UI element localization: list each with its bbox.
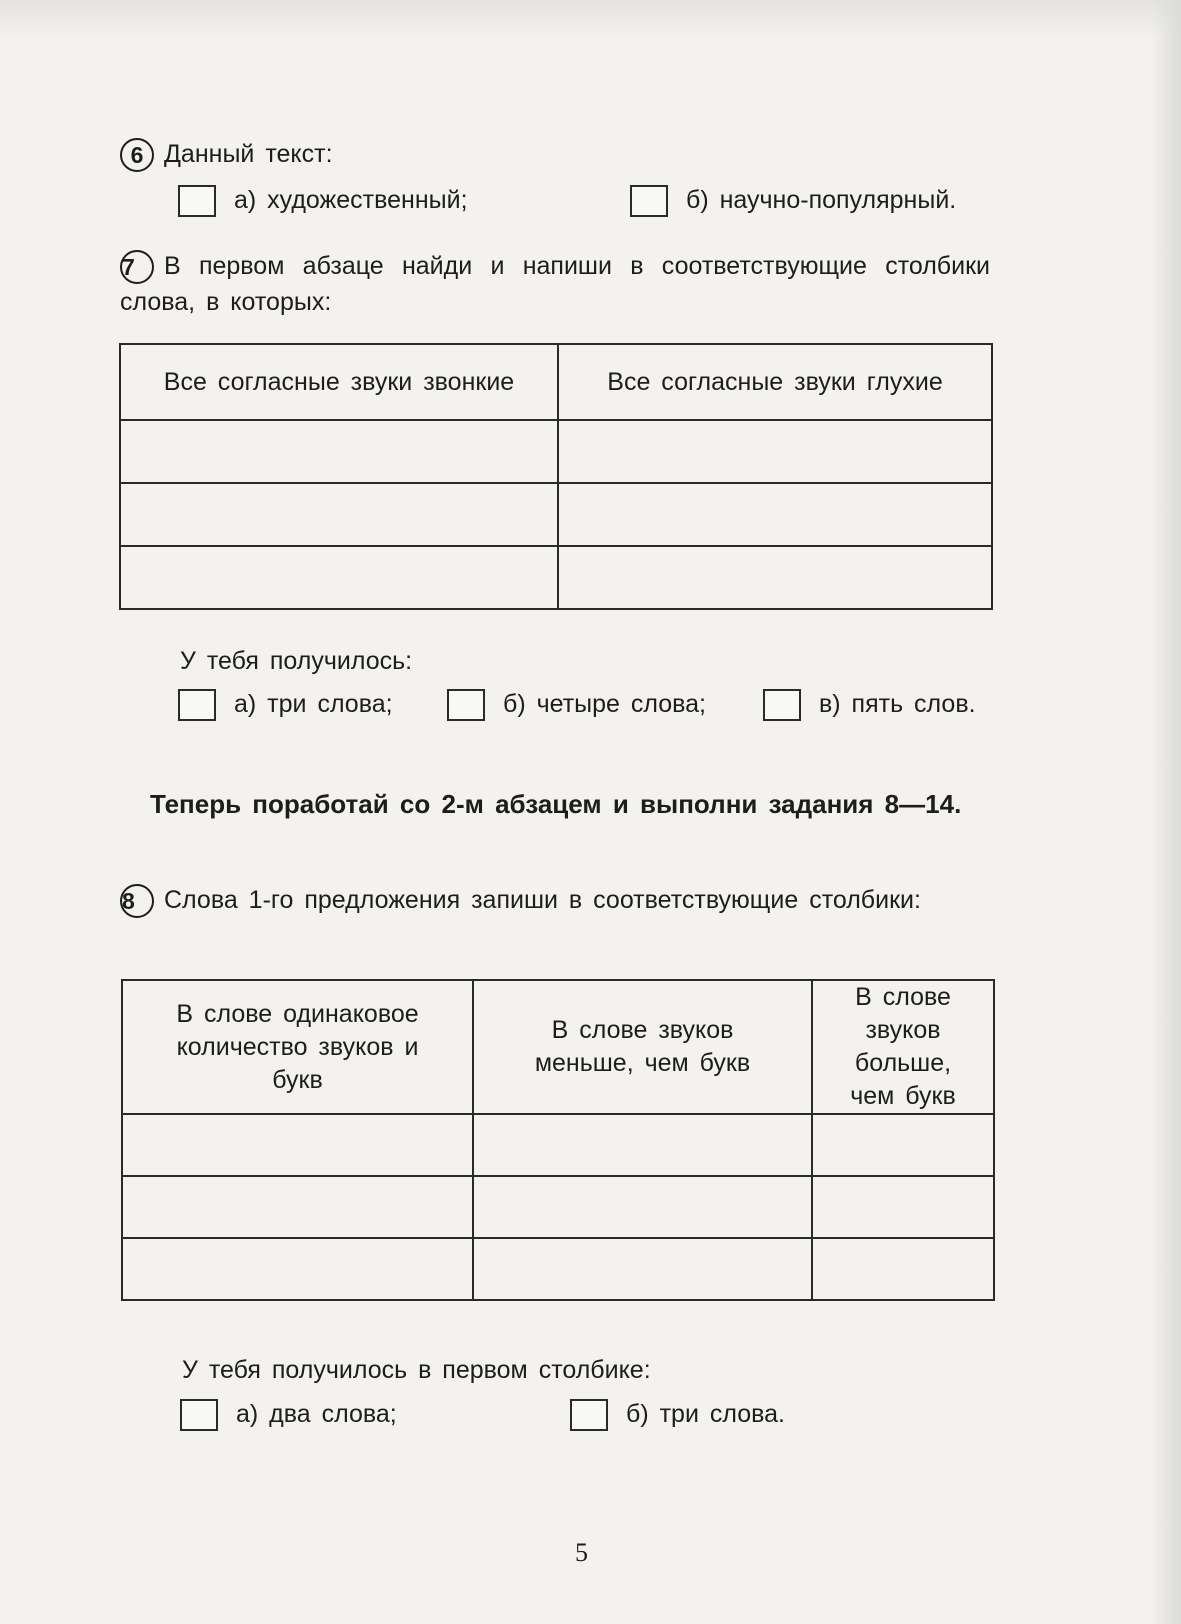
table-header: Все согласные звуки звонкие [120, 344, 558, 420]
task-8-option-a[interactable] [180, 1398, 397, 1431]
task-6-number: 6 [120, 138, 154, 172]
table-cell[interactable] [120, 420, 558, 483]
table-cell[interactable] [812, 1114, 994, 1176]
option-label: в) пять слов. [819, 690, 976, 718]
task-7-option-a[interactable] [178, 688, 393, 721]
option-label: а) два слова; [236, 1400, 397, 1428]
task-8-option-b[interactable] [570, 1398, 785, 1431]
task-6-option-b[interactable] [630, 184, 956, 217]
checkbox-8a[interactable] [180, 1399, 218, 1431]
task-8-text: Слова 1-го предложения запиши в соответствующие столбики: [164, 886, 921, 914]
checkbox-7c[interactable] [763, 689, 801, 721]
table-cell[interactable] [558, 420, 992, 483]
table-cell[interactable] [120, 546, 558, 609]
checkbox-7b[interactable] [447, 689, 485, 721]
table-cell[interactable] [473, 1114, 812, 1176]
task-8-result-label: У тебя получилось в первом столбике: [182, 1356, 651, 1384]
task-7-number: 7 [120, 250, 154, 284]
task-7-result-label: У тебя получилось: [180, 647, 413, 675]
option-label: б) три слова. [626, 1400, 785, 1428]
option-label: б) четыре слова; [503, 690, 706, 718]
table-cell[interactable] [122, 1114, 473, 1176]
task-7-text: В первом абзаце найди и напиши в соответствующие столбики слова, в которых: [120, 252, 990, 317]
table-cell[interactable] [558, 546, 992, 609]
task-8-table [121, 979, 995, 1301]
table-cell[interactable] [558, 483, 992, 546]
table-header: В слове звуков меньше, чем букв [473, 980, 812, 1114]
table-header: В слове одинаковое количество звуков и букв [122, 980, 473, 1114]
option-label: а) художественный; [234, 186, 468, 214]
task-8-question [120, 882, 994, 918]
checkbox-8b[interactable] [570, 1399, 608, 1431]
checkbox-7a[interactable] [178, 689, 216, 721]
table-cell[interactable] [120, 483, 558, 546]
table-cell[interactable] [473, 1176, 812, 1238]
task-6-text: Данный текст: [164, 140, 333, 168]
option-label: б) научно-популярный. [686, 186, 957, 214]
checkbox-6b[interactable] [630, 185, 668, 217]
option-label: а) три слова; [234, 690, 393, 718]
page-number: 5 [575, 1538, 588, 1567]
table-cell[interactable] [122, 1176, 473, 1238]
task-7-table [119, 343, 993, 610]
section-heading: Теперь поработай со 2-м абзацем и выполни задания 8—14. [150, 789, 962, 819]
task-8-number: 8 [120, 884, 154, 918]
task-7-option-c[interactable] [763, 688, 976, 721]
task-6-option-a[interactable] [178, 184, 468, 217]
table-cell[interactable] [473, 1238, 812, 1300]
table-cell[interactable] [812, 1176, 994, 1238]
table-header: В слове звуков больше, чем букв [812, 980, 994, 1114]
task-7-question [120, 248, 990, 320]
table-cell[interactable] [122, 1238, 473, 1300]
table-cell[interactable] [812, 1238, 994, 1300]
task-6-question [120, 138, 333, 172]
task-7-option-b[interactable] [447, 688, 706, 721]
table-header: Все согласные звуки глухие [558, 344, 992, 420]
checkbox-6a[interactable] [178, 185, 216, 217]
